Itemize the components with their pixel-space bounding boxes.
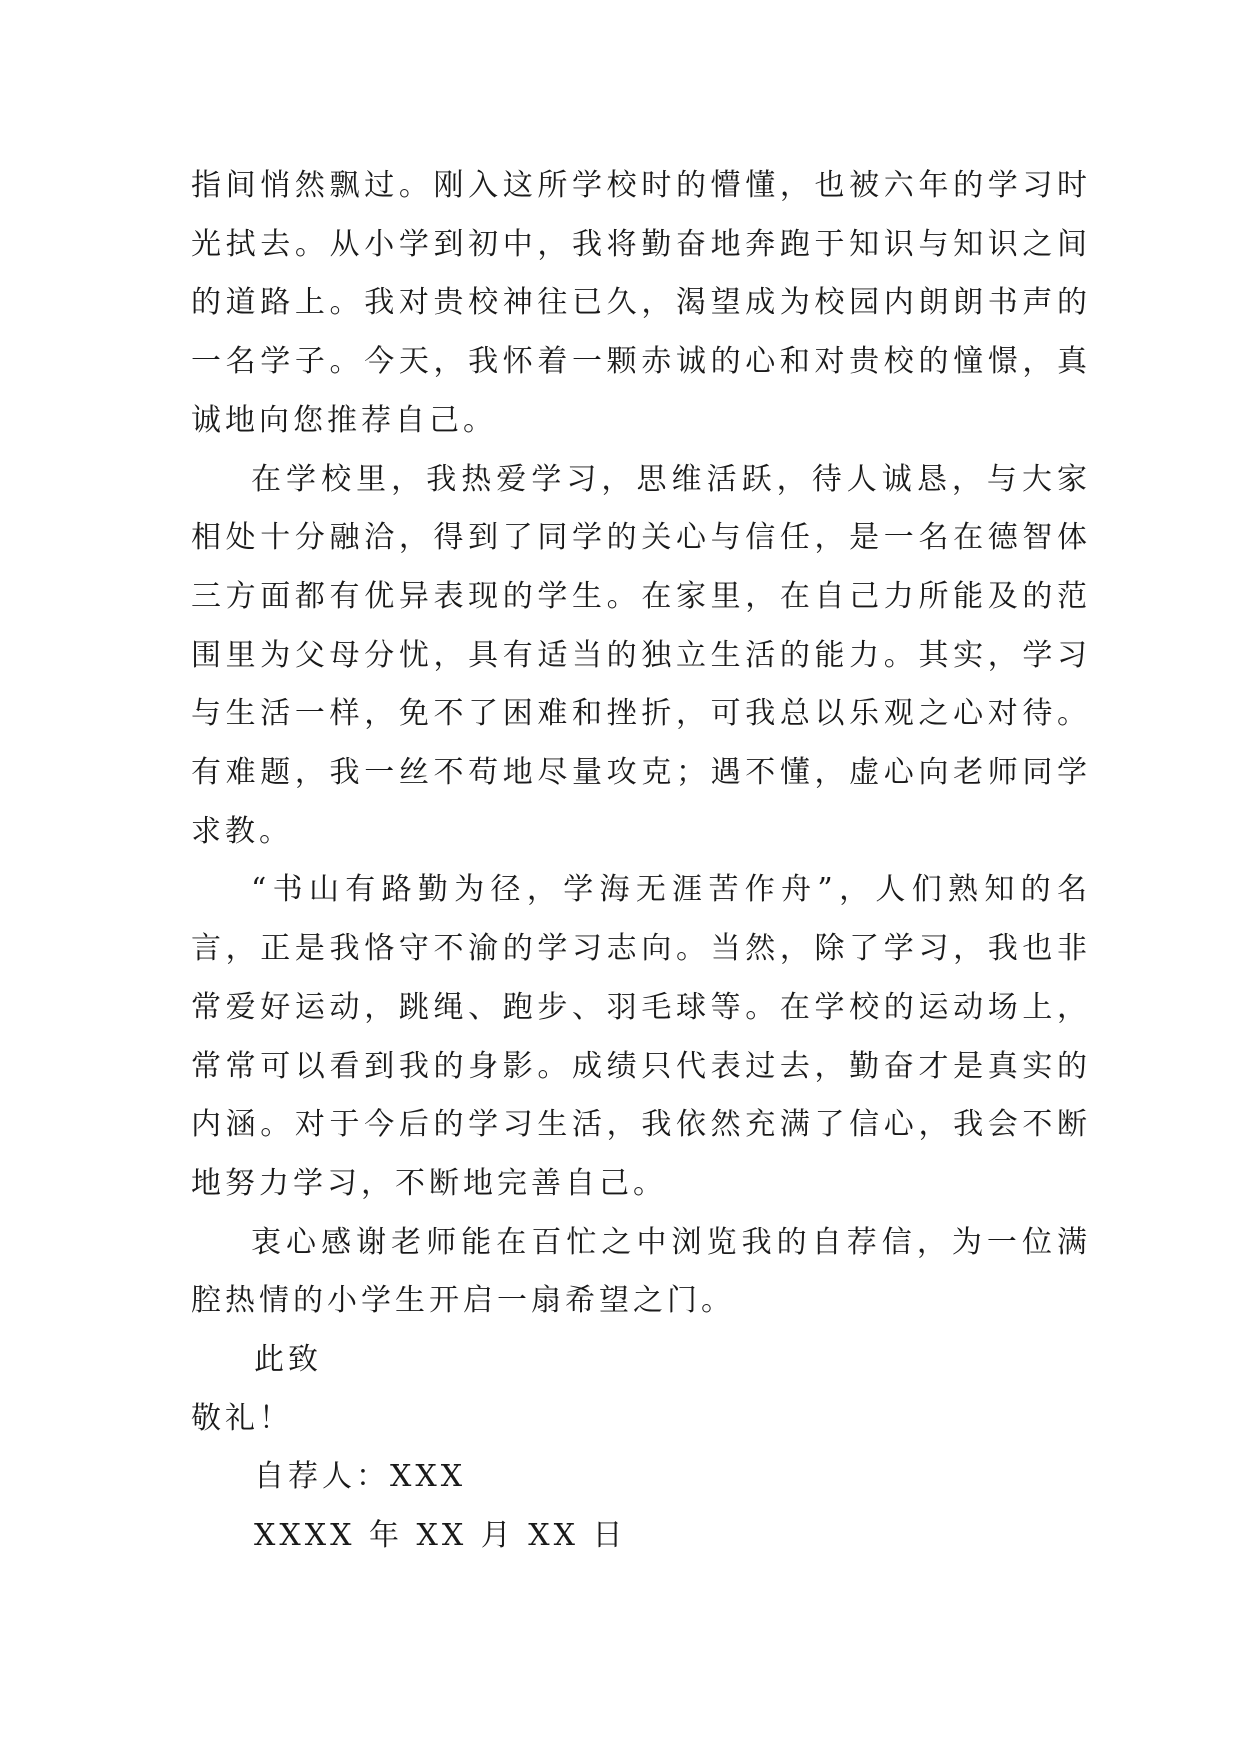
paragraph-continued: 指间悄然飘过。刚入这所学校时的懵懂，也被六年的学习时光拭去。从小学到初中，我将勤奋地奔跑于知识与知识之间的道路上。我对贵校神往已久，渴望成为校园内朗朗书声的一名学子。今天，我怀着一颗赤诚的心和对贵校的憧憬，真诚地向您推荐自己。 — [191, 168, 1091, 438]
salutation: 敬礼！ — [191, 1400, 293, 1436]
signature: 自荐人：XXX — [254, 1459, 467, 1495]
paragraph-motto: “书山有路勤为径，学海无涯苦作舟”，人们熟知的名言，正是我恪守不渝的学习志向。当然，除了学习，我也非常爱好运动，跳绳、跑步、羽毛球等。在学校的运动场上，常常可以看到我的身影。成绩只代表过去，勤奋才是真实的内涵。对于今后的学习生活，我依然充满了信心，我会不断地努力学习，不断地完善自己。 — [191, 872, 1091, 1201]
paragraph-thanks: 衷心感谢老师能在百忙之中浏览我的自荐信，为一位满腔热情的小学生开启一扇希望之门。 — [191, 1224, 1091, 1319]
date-line: XXXX 年 XX 月 XX 日 — [254, 1518, 627, 1554]
closing-phrase: 此致 — [254, 1342, 322, 1378]
letter-body — [191, 157, 1091, 1566]
paragraph-school-life: 在学校里，我热爱学习，思维活跃，待人诚恳，与大家相处十分融洽，得到了同学的关心与信任，是一名在德智体三方面都有优异表现的学生。在家里，在自己力所能及的范围里为父母分忧，具有适当的独立生活的能力。其实，学习与生活一样，免不了困难和挫折，可我总以乐观之心对待。有难题，我一丝不苟地尽量攻克；遇不懂，虚心向老师同学求教。 — [191, 461, 1091, 849]
